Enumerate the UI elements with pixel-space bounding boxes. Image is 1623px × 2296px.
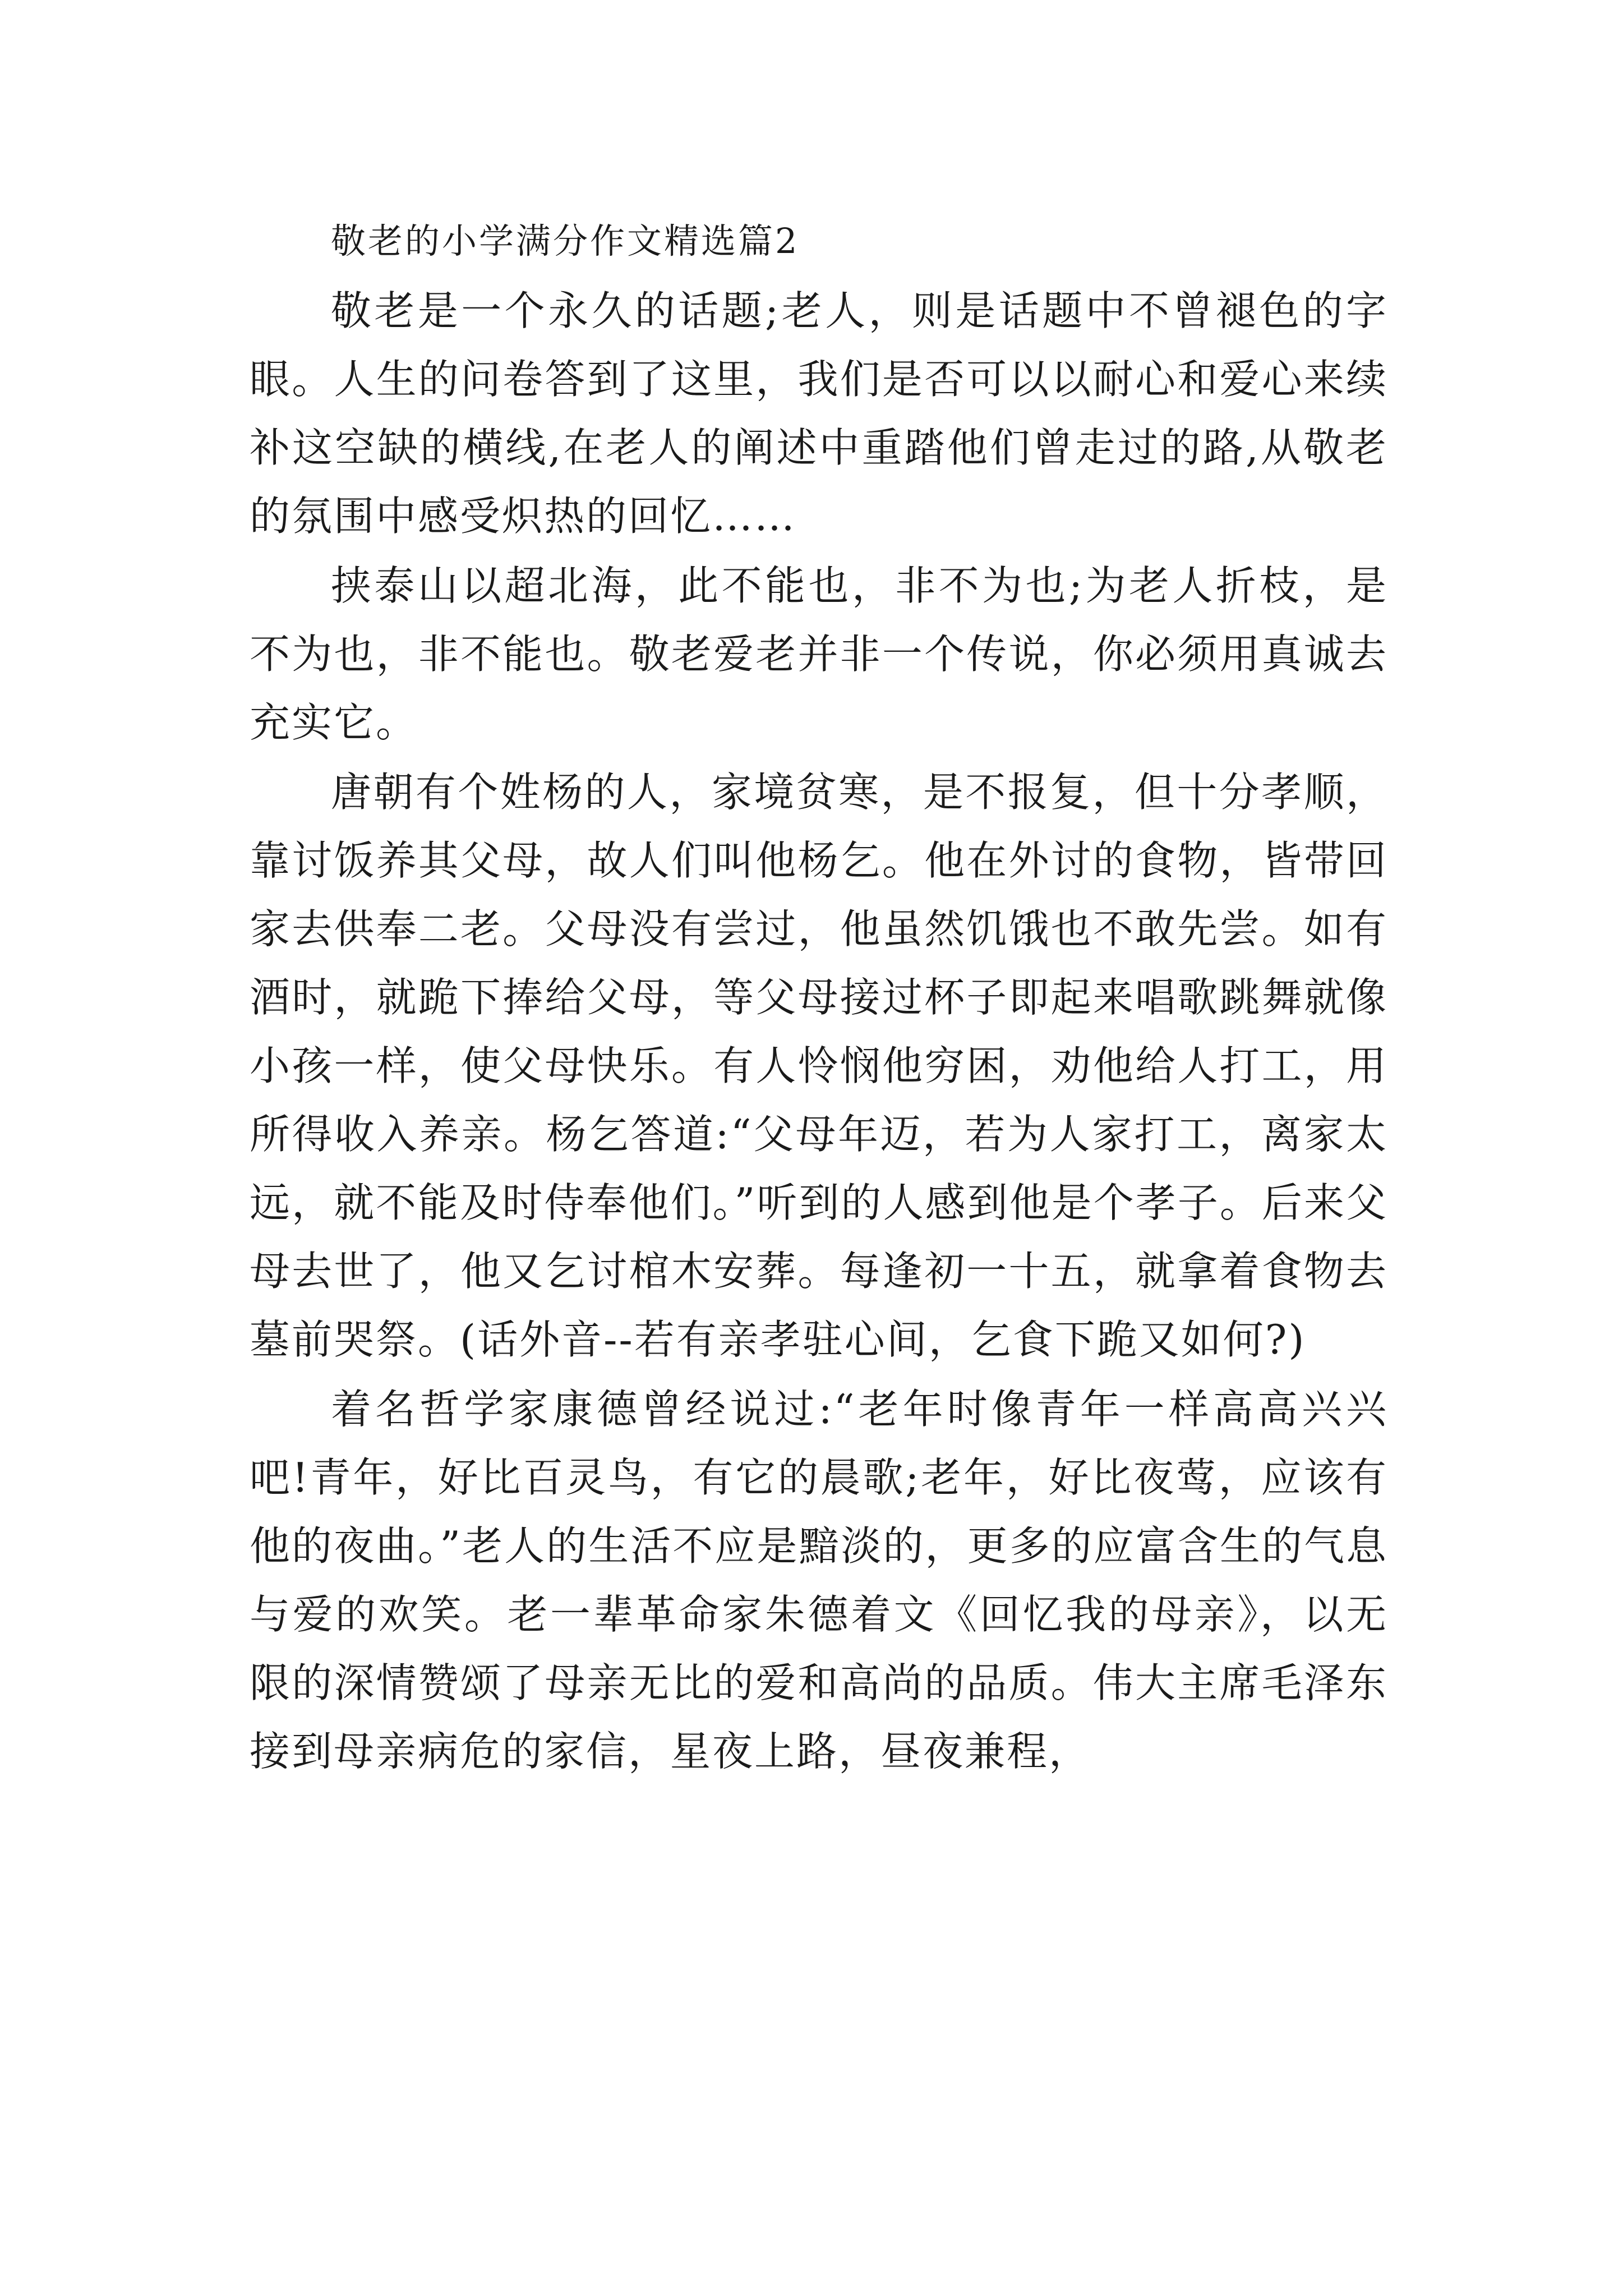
document-title: 敬老的小学满分作文精选篇2: [331, 220, 800, 261]
document-body: [250, 210, 1388, 1786]
paragraph-yang-qi-story: 唐朝有个姓杨的人，家境贫寒，是不报复，但十分孝顺，靠讨饭养其父母，故人们叫他杨乞。他在外讨的食物，皆带回家去供奉二老。父母没有尝过，他虽然饥饿也不敢先尝。如有酒时，就跪下捧给父母，等父母接过杯子即起来唱歌跳舞就像小孩一样，使父母快乐。有人怜悯他穷困，劝他给人打工，用所得收入养亲。杨乞答道:“父母年迈，若为人家打工，离家太远，就不能及时侍奉他们。”听到的人感到他是个孝子。后来父母去世了，他又乞讨棺木安葬。每逢初一十五，就拿着食物去墓前哭祭。(话外音--若有亲孝驻心间，乞食下跪又如何?): [250, 769, 1388, 1363]
paragraph-kant-quote: 着名哲学家康德曾经说过:“老年时像青年一样高高兴兴吧!青年，好比百灵鸟，有它的晨歌;老年，好比夜莺，应该有他的夜曲。”老人的生活不应是黯淡的，更多的应富含生的气息与爱的欢笑。老一辈革命家朱德着文《回忆我的母亲》，以无限的深情赞颂了母亲无比的爱和高尚的品质。伟大主席毛泽东接到母亲病危的家信，星夜上路，昼夜兼程，: [250, 1386, 1388, 1775]
paragraph-taishan: 挟泰山以超北海，此不能也，非不为也;为老人折枝，是不为也，非不能也。敬老爱老并非一个传说，你必须用真诚去充实它。: [250, 562, 1388, 746]
paragraph-intro: 敬老是一个永久的话题;老人，则是话题中不曾褪色的字眼。人生的问卷答到了这里，我们是否可以以耐心和爱心来续补这空缺的横线,在老人的阐述中重踏他们曾走过的路,从敬老的氛围中感受炽热的回忆……: [250, 287, 1388, 540]
